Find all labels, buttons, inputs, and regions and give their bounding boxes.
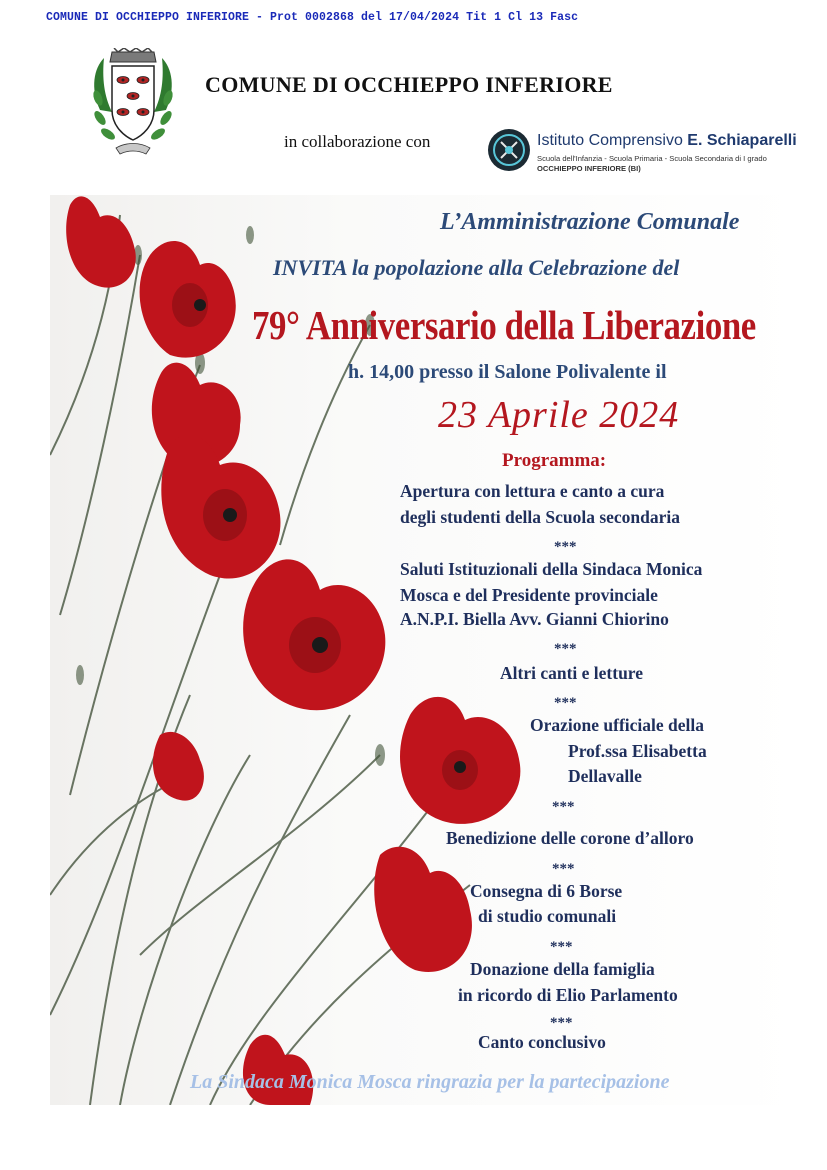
program-line: degli studenti della Scuola secondaria bbox=[400, 507, 681, 527]
school-name bbox=[537, 132, 797, 150]
program-separator: *** bbox=[554, 539, 577, 555]
municipal-crest-icon bbox=[90, 48, 176, 160]
celebration-poster bbox=[50, 195, 803, 1105]
program-separator: *** bbox=[550, 1015, 573, 1031]
school-location: OCCHIEPPO INFERIORE (BI) bbox=[537, 164, 641, 173]
program-separator: *** bbox=[552, 861, 575, 877]
program-line: Consegna di 6 Borse bbox=[470, 881, 623, 901]
program-separator: *** bbox=[550, 939, 573, 955]
protocol-stamp: COMUNE DI OCCHIEPPO INFERIORE - Prot 0002868 del 17/04/2024 Tit 1 Cl 13 Fasc bbox=[46, 11, 579, 24]
event-date: 23 Aprile 2024 bbox=[438, 394, 680, 436]
anniversary-title: 79° Anniversario della Liberazione bbox=[252, 302, 756, 348]
program-line: Altri canti e letture bbox=[500, 663, 644, 683]
amministrazione-heading: L’Amministrazione Comunale bbox=[440, 209, 740, 235]
program-separator: *** bbox=[554, 641, 577, 657]
programma-label: Programma: bbox=[502, 450, 607, 471]
program-line: Canto conclusivo bbox=[478, 1032, 606, 1052]
program-line: in ricordo di Elio Parlamento bbox=[458, 985, 678, 1005]
school-name-part2: E. Schiaparelli bbox=[687, 132, 797, 149]
program-line: Benedizione delle corone d’alloro bbox=[446, 828, 694, 848]
school-logo-icon bbox=[487, 128, 531, 172]
program-separator: *** bbox=[554, 695, 577, 711]
program-line: A.N.P.I. Biella Avv. Gianni Chiorino bbox=[400, 609, 669, 629]
comune-title: COMUNE DI OCCHIEPPO INFERIORE bbox=[205, 72, 613, 97]
program-line: Prof.ssa Elisabetta bbox=[568, 741, 707, 761]
program-line: Mosca e del Presidente provinciale bbox=[400, 585, 658, 605]
program-separator: *** bbox=[552, 799, 575, 815]
school-grades: Scuola dell'Infanzia - Scuola Primaria - Scuola Secondaria di I grado bbox=[537, 154, 767, 163]
program-line: di studio comunali bbox=[478, 906, 617, 926]
invita-line: INVITA la popolazione alla Celebrazione del bbox=[273, 255, 680, 280]
program-line: Orazione ufficiale della bbox=[530, 715, 704, 735]
program-line: Dellavalle bbox=[568, 766, 642, 786]
school-name-part1: Istituto Comprensivo bbox=[537, 132, 683, 149]
program-line: Saluti Istituzionali della Sindaca Monica bbox=[400, 559, 703, 579]
collaboration-label: in collaborazione con bbox=[284, 132, 431, 151]
footer-thanks: La Sindaca Monica Mosca ringrazia per la partecipazione bbox=[190, 1071, 670, 1093]
program-line: Donazione della famiglia bbox=[470, 959, 655, 979]
program-line: Apertura con lettura e canto a cura bbox=[400, 481, 665, 501]
time-location-line: h. 14,00 presso il Salone Polivalente il bbox=[348, 361, 667, 383]
